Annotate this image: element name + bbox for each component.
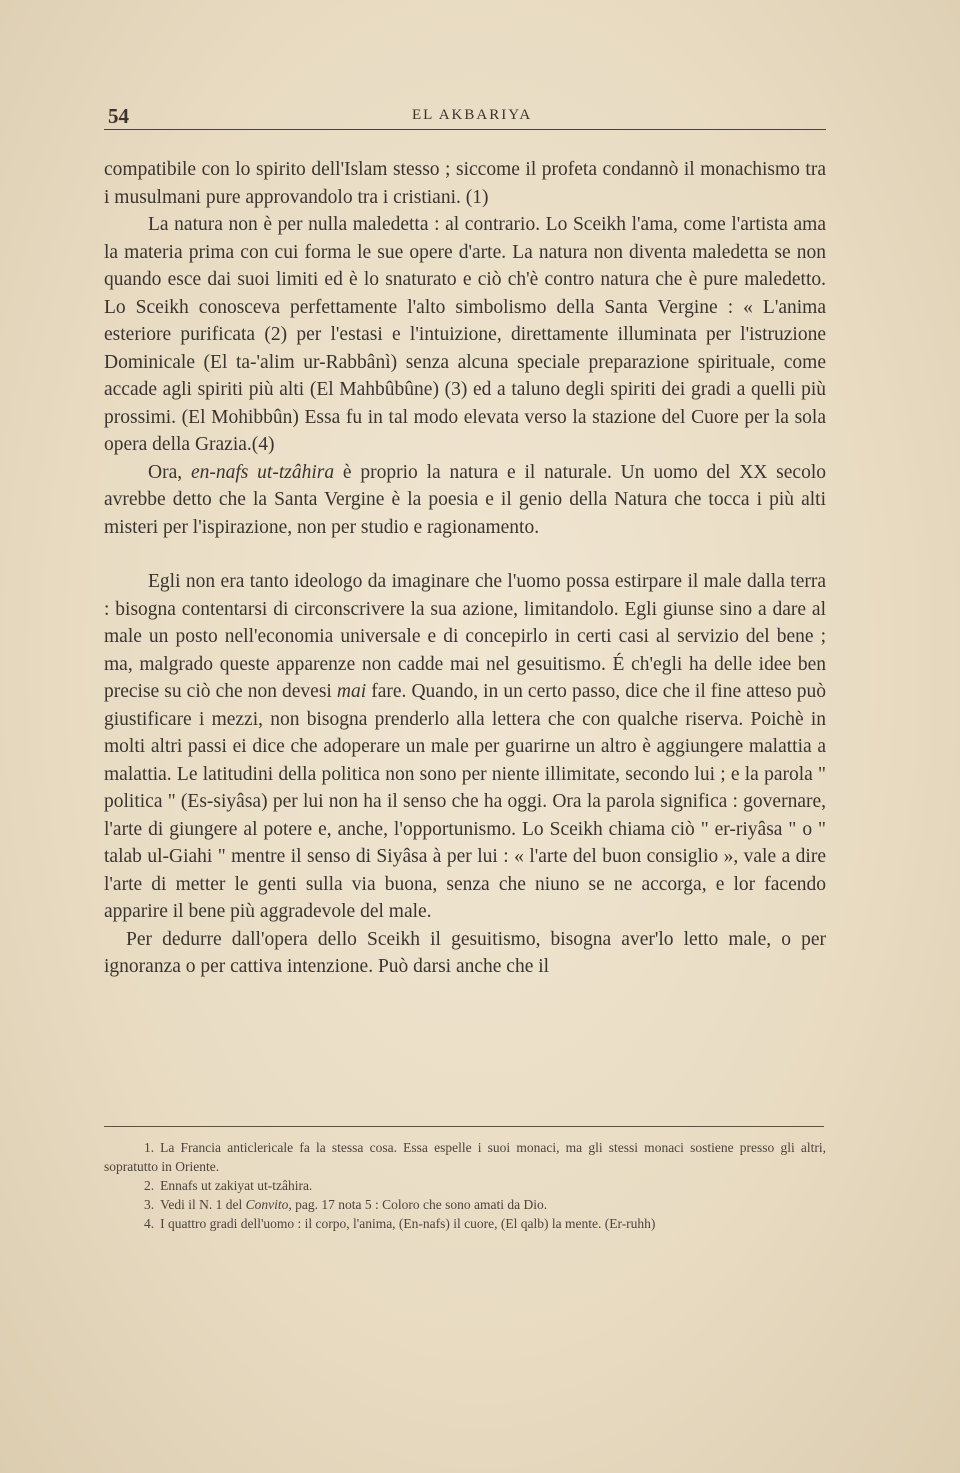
page-header bbox=[104, 100, 826, 130]
section-gap bbox=[104, 541, 826, 568]
italic-term: en-nafs ut-tzâhira bbox=[190, 461, 335, 483]
footnote-text: Vedi il N. 1 del bbox=[160, 1197, 246, 1212]
footnote-text: , pag. 17 nota 5 : Coloro che sono amati da Dio. bbox=[288, 1197, 548, 1212]
paragraph-text: Ora, bbox=[148, 461, 191, 483]
footnote bbox=[104, 1138, 826, 1176]
footnote bbox=[104, 1195, 826, 1214]
footnote-number: 3. bbox=[144, 1197, 155, 1212]
footnote bbox=[104, 1214, 826, 1233]
main-text bbox=[104, 156, 826, 981]
footnote bbox=[104, 1176, 826, 1195]
paragraph-natura: La natura non è per nulla maledetta : al contrario. Lo Sceikh l'ama, come l'artista ama la materia prima con cui forma le sue opere d'arte. La natura non diventa maledetta se non quando esce dai suoi limiti ed è lo snaturato e ciò ch'è contro natura che è pure maledetto. Lo Sceikh conosceva perfettamente l'alto simbolismo della Santa Vergine : « L'anima esteriore purificata (2) per l'estasi e l'intuizione, direttamente illuminata per l'istruzione Dominicale (El ta-'alim ur-Rabbânì) senza alcuna speciale preparazione spirituale, come accade agli spiriti più alti (El Mahbûbûne) (3) ed a taluno degli spiriti dei gradi a quelli più prossimi. (El Mohibbûn) Essa fu in tal modo elevata verso la stazione del Cuore per la sola opera della Grazia.(4) bbox=[104, 214, 826, 455]
footnote-number: 4. bbox=[144, 1216, 155, 1231]
italic-term: mai bbox=[336, 681, 367, 702]
footnote-text: Ennafs ut zakiyat ut-tzâhira. bbox=[160, 1178, 313, 1193]
footnote-text: I quattro gradi dell'uomo : il corpo, l'anima, (En-nafs) il cuore, (El qalb) la mente. (Er-ruhh) bbox=[160, 1216, 656, 1231]
paragraph-en-nafs bbox=[104, 459, 826, 542]
paragraph-continued: compatibile con lo spirito dell'Islam stesso ; siccome il profeta condannò il monachismo tra i musulmani pure approvandolo tra i cristiani. (1) bbox=[104, 159, 826, 208]
paragraph-text: fare. Quando, in un certo passo, dice che il fine atteso può giustificare i mezzi, non bisogna prenderlo alla lettera che con qualche riserva. Poichè in molti altri passi ei dice che adoperare un male per guarirne un altro è aggiungere malattia a malattia. Le latitudini della politica non sono per niente illimitate, secondo lui ; e la parola " politica " (Es-siyâsa) per lui non ha il senso che ha oggi. Ora la parola significa : governare, l'arte di giungere al potere e, anche, l'opportunismo. Lo Sceikh chiama ciò " er-riyâsa " o " talab ul-Giahi " mentre il senso di Siyâsa à per lui : « l'arte del buon consiglio », vale a dire l'arte di metter le genti sulla via buona, senza che niuno se ne accorga, e lor facendo apparire il bene più aggradevole del male. bbox=[104, 681, 826, 922]
page-number: 54 bbox=[108, 104, 129, 128]
header-rule bbox=[104, 129, 826, 130]
paragraph-gesuitismo: Per dedurre dall'opera dello Sceikh il gesuitismo, bisogna aver'lo letto male, o per ignoranza o per cattiva intenzione. Può darsi anche che il bbox=[104, 928, 826, 977]
paragraph-ideologo bbox=[104, 568, 826, 926]
footnote-rule bbox=[104, 1126, 824, 1127]
paragraph-text: è proprio la natura e il naturale. Un uomo del XX secolo avrebbe detto che la Santa Vergine è la poesia e il genio della Natura che tocca i più alti misteri per l'ispirazione, non per studio e ragionamento. bbox=[104, 461, 826, 538]
footnote-italic: Convito bbox=[245, 1197, 289, 1212]
footnote-number: 2. bbox=[144, 1178, 155, 1193]
running-title: EL AKBARIYA bbox=[412, 107, 533, 123]
footnote-text: La Francia anticlericale fa la stessa cosa. Essa espelle i suoi monaci, ma gli stessi monaci sostiene presso gli altri, sopratutto in Oriente. bbox=[104, 1140, 826, 1174]
footnotes bbox=[104, 1138, 826, 1233]
paragraph-text: Egli non era tanto ideologo da imaginare che l'uomo possa estirpare il male dalla terra : bisogna contentarsi di circonscrivere la sua azione, limitandolo. Egli giunse sino a dare al male un posto nell'economia universale e di concepirlo in certi casi al servizio del bene ; ma, malgrado queste apparenze non cadde mai nel gesuitismo. É ch'egli ha delle idee ben precise su ciò che non devesi bbox=[104, 571, 826, 702]
footnote-number: 1. bbox=[144, 1140, 155, 1155]
